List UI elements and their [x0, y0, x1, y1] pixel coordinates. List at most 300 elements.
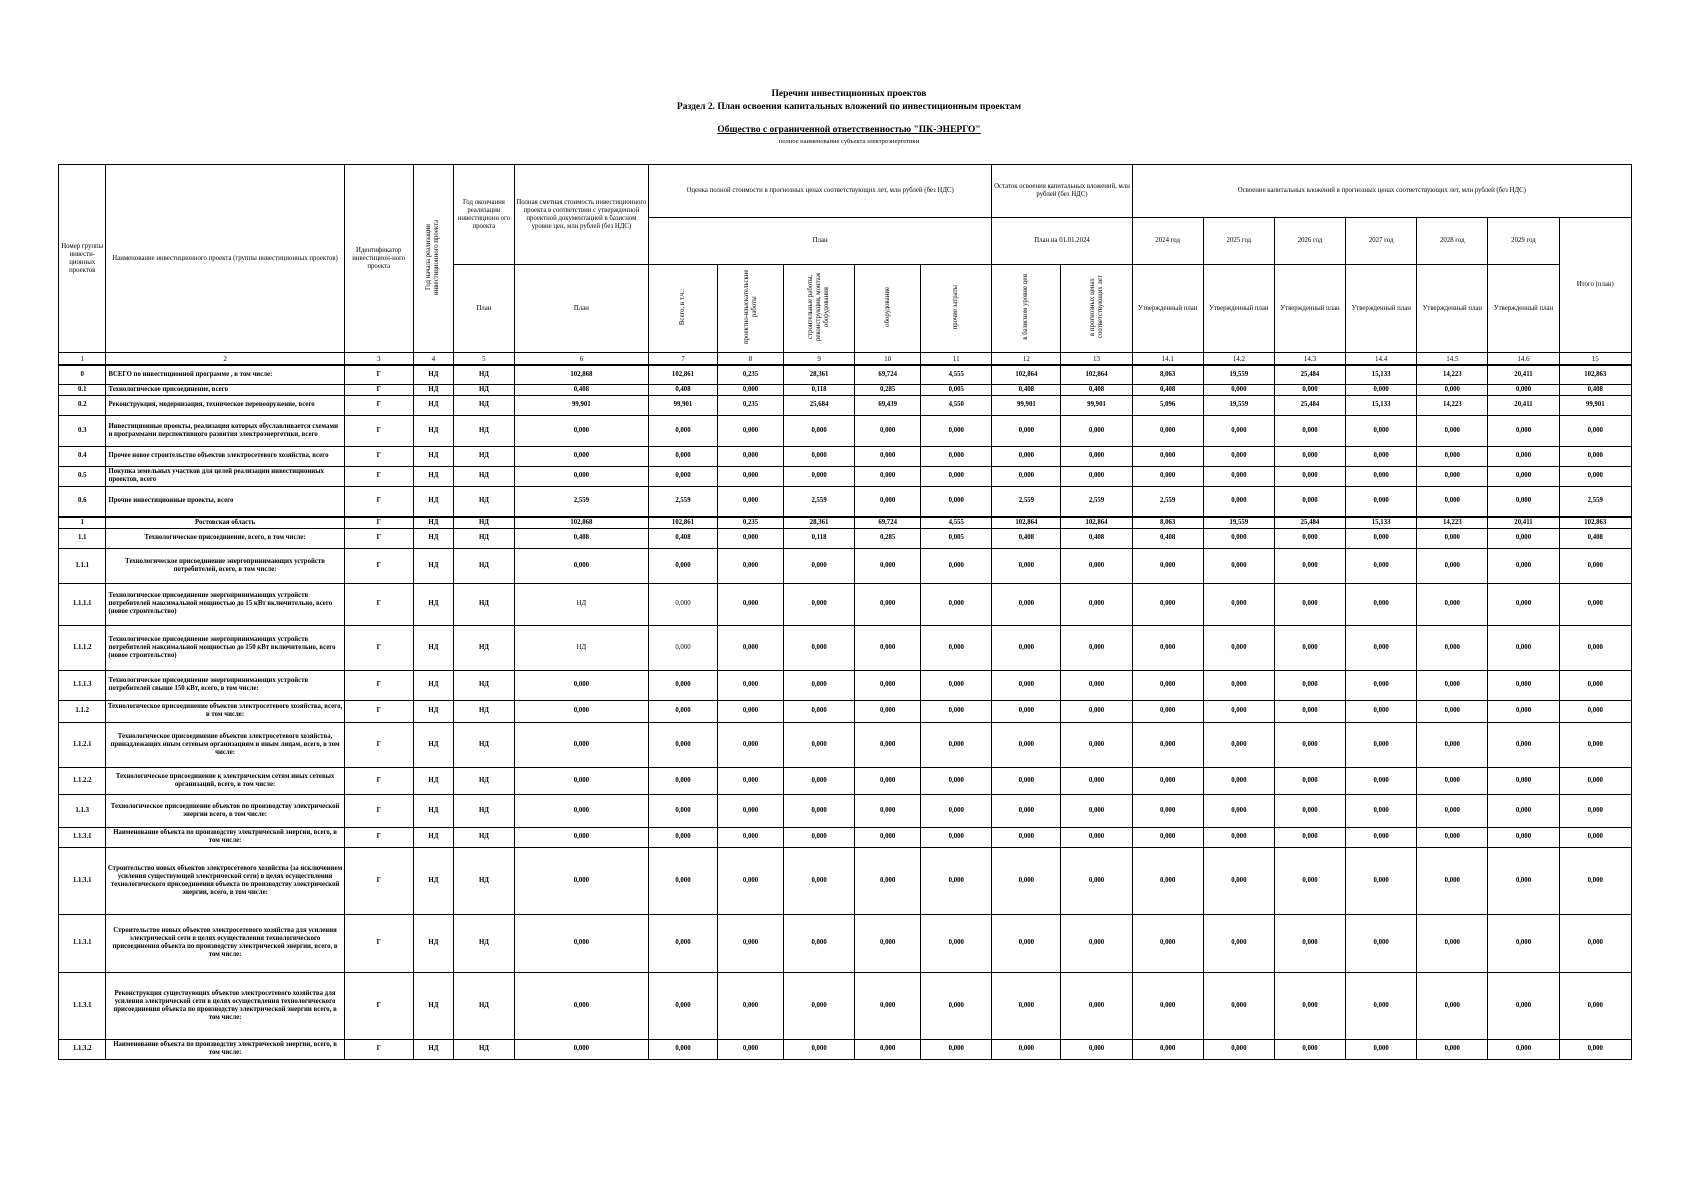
table-row	[59, 670, 1632, 700]
row-total: 0,000	[648, 446, 717, 466]
row-pir: 0,235	[718, 395, 784, 415]
row-2024: 0,000	[1132, 847, 1203, 914]
row-remaining-forecast: 2,559	[1061, 486, 1132, 517]
row-id: Г	[344, 365, 413, 384]
row-name: Технологическое присоединение, всего, в том числе:	[106, 528, 344, 548]
row-start-year: НД	[413, 914, 453, 972]
row-2024: 0,000	[1132, 972, 1203, 1039]
row-2027: 0,000	[1346, 914, 1417, 972]
row-number: 1.1.3.1	[59, 827, 106, 847]
row-start-year: НД	[413, 767, 453, 794]
row-start-year: НД	[413, 1039, 453, 1059]
row-2026: 0,000	[1274, 847, 1345, 914]
row-2028: 14,223	[1417, 517, 1488, 528]
row-2025: 0,000	[1203, 722, 1274, 767]
row-total-plan: 0,408	[1559, 384, 1631, 395]
row-other: 0,000	[921, 700, 992, 722]
row-name: Технологическое присоединение объектов электросетевого хозяйства, всего, в том числе:	[106, 700, 344, 722]
table-row	[59, 767, 1632, 794]
row-number: 1.1.3.1	[59, 847, 106, 914]
row-2024: 8,063	[1132, 517, 1203, 528]
row-name: Покупка земельных участков для целей реализации инвестиционных проектов, всего	[106, 466, 344, 486]
col-header-year-2026: 2026 год	[1274, 218, 1345, 265]
row-number: 1.1.3.1	[59, 914, 106, 972]
row-2024: 0,000	[1132, 625, 1203, 670]
row-pir: 0,000	[718, 700, 784, 722]
col-header-project-name: Наименование инвестиционного проекта (группы инвестиционных проектов)	[106, 165, 344, 353]
row-pir: 0,000	[718, 466, 784, 486]
row-remaining-forecast: 99,901	[1061, 395, 1132, 415]
row-total: 0,000	[648, 548, 717, 583]
col-header-approved-2025: Утвержденный план	[1203, 265, 1274, 353]
row-2027: 15,133	[1346, 517, 1417, 528]
row-2027: 0,000	[1346, 466, 1417, 486]
row-equipment: 0,285	[855, 528, 921, 548]
row-id: Г	[344, 466, 413, 486]
row-equipment: 0,000	[855, 548, 921, 583]
row-2027: 0,000	[1346, 767, 1417, 794]
row-2027: 0,000	[1346, 583, 1417, 625]
row-id: Г	[344, 528, 413, 548]
row-2027: 15,133	[1346, 365, 1417, 384]
row-2028: 0,000	[1417, 670, 1488, 700]
row-full-cost: 0,000	[514, 847, 648, 914]
row-name: Технологическое присоединение энергопринимающих устройств потребителей максимальной мощностью до 15 кВт включительно, всего (новое строительство)	[106, 583, 344, 625]
row-remaining-base: 0,000	[992, 548, 1061, 583]
table-row	[59, 914, 1632, 972]
table-row	[59, 486, 1632, 517]
row-2029: 0,000	[1488, 466, 1559, 486]
row-name: Строительство новых объектов электросетевого хозяйства (за исключением усиления существующей электрической сети) в целях осуществления технологического присоединения объекта по производству электрической энергии, всего, в том числе:	[106, 847, 344, 914]
row-number: 1.1.1.1	[59, 583, 106, 625]
row-2029: 0,000	[1488, 670, 1559, 700]
row-other: 0,000	[921, 670, 992, 700]
row-total: 0,000	[648, 767, 717, 794]
col-header-start-year: Год начала реализации инвестиционного проекта	[413, 165, 453, 353]
row-end-year: НД	[454, 700, 515, 722]
row-2029: 20,411	[1488, 365, 1559, 384]
row-2027: 0,000	[1346, 972, 1417, 1039]
row-equipment: 0,285	[855, 384, 921, 395]
row-2025: 0,000	[1203, 847, 1274, 914]
row-2025: 0,000	[1203, 700, 1274, 722]
row-2024: 0,000	[1132, 827, 1203, 847]
row-start-year: НД	[413, 517, 453, 528]
row-pir: 0,000	[718, 972, 784, 1039]
col-header-year-2025: 2025 год	[1203, 218, 1274, 265]
row-total: 0,000	[648, 466, 717, 486]
row-2026: 0,000	[1274, 670, 1345, 700]
col-header-approved-2029: Утвержденный план	[1488, 265, 1559, 353]
row-end-year: НД	[454, 827, 515, 847]
row-remaining-forecast: 0,000	[1061, 972, 1132, 1039]
row-remaining-forecast: 0,408	[1061, 384, 1132, 395]
row-2026: 0,000	[1274, 827, 1345, 847]
row-end-year: НД	[454, 486, 515, 517]
row-remaining-base: 0,000	[992, 914, 1061, 972]
row-2025: 19,559	[1203, 395, 1274, 415]
row-equipment: 0,000	[855, 583, 921, 625]
row-total-plan: 0,000	[1559, 700, 1631, 722]
row-2028: 14,223	[1417, 395, 1488, 415]
row-name: Технологическое присоединение энергопринимающих устройств потребителей максимальной мощностью до 150 кВт включительно, всего (новое строительство)	[106, 625, 344, 670]
row-total-plan: 0,000	[1559, 625, 1631, 670]
row-2029: 0,000	[1488, 486, 1559, 517]
row-total-plan: 0,000	[1559, 548, 1631, 583]
row-end-year: НД	[454, 914, 515, 972]
row-2027: 0,000	[1346, 548, 1417, 583]
row-2024: 5,096	[1132, 395, 1203, 415]
row-2026: 0,000	[1274, 1039, 1345, 1059]
row-id: Г	[344, 395, 413, 415]
row-remaining-forecast: 0,000	[1061, 415, 1132, 446]
row-start-year: НД	[413, 446, 453, 466]
row-remaining-forecast: 0,000	[1061, 670, 1132, 700]
row-remaining-base: 0,000	[992, 583, 1061, 625]
row-number: 0.4	[59, 446, 106, 466]
row-id: Г	[344, 625, 413, 670]
row-name: Наименование объекта по производству электрической энергии, всего, в том числе:	[106, 1039, 344, 1059]
row-remaining-base: 0,408	[992, 384, 1061, 395]
row-end-year: НД	[454, 722, 515, 767]
row-full-cost: 0,000	[514, 548, 648, 583]
row-total-plan: 102,863	[1559, 365, 1631, 384]
document-title: Перечни инвестиционных проектов	[771, 89, 927, 99]
row-smr: 0,000	[784, 847, 855, 914]
row-2028: 0,000	[1417, 528, 1488, 548]
row-2028: 0,000	[1417, 548, 1488, 583]
col-header-other: прочие затраты	[921, 265, 992, 353]
row-remaining-forecast: 0,000	[1061, 466, 1132, 486]
row-id: Г	[344, 583, 413, 625]
row-pir: 0,000	[718, 722, 784, 767]
row-total-plan: 0,000	[1559, 670, 1631, 700]
row-total-plan: 0,000	[1559, 466, 1631, 486]
row-other: 4,550	[921, 395, 992, 415]
row-smr: 0,000	[784, 670, 855, 700]
row-number: 0.2	[59, 395, 106, 415]
row-equipment: 0,000	[855, 415, 921, 446]
row-smr: 0,118	[784, 528, 855, 548]
row-2027: 0,000	[1346, 794, 1417, 827]
row-2025: 0,000	[1203, 670, 1274, 700]
col-header-base-prices: в базисном уровне цен	[992, 265, 1061, 353]
row-pir: 0,000	[718, 528, 784, 548]
row-2024: 0,000	[1132, 466, 1203, 486]
row-2029: 0,000	[1488, 415, 1559, 446]
table-row	[59, 794, 1632, 827]
row-end-year: НД	[454, 583, 515, 625]
row-end-year: НД	[454, 1039, 515, 1059]
row-2027: 0,000	[1346, 700, 1417, 722]
row-smr: 0,000	[784, 1039, 855, 1059]
row-total: 0,000	[648, 700, 717, 722]
row-start-year: НД	[413, 722, 453, 767]
row-2024: 0,000	[1132, 794, 1203, 827]
row-equipment: 0,000	[855, 722, 921, 767]
row-full-cost: 0,000	[514, 466, 648, 486]
row-number: 0.5	[59, 466, 106, 486]
row-full-cost: 0,000	[514, 972, 648, 1039]
row-name: Технологическое присоединение, всего	[106, 384, 344, 395]
row-pir: 0,000	[718, 486, 784, 517]
col-header-approved-2024: Утвержденный план	[1132, 265, 1203, 353]
row-2026: 0,000	[1274, 625, 1345, 670]
col-header-full-cost: Полная сметная стоимость инвестиционного проекта в соответствии с утвержденной проектной документацией в базисном уровне цен, млн рублей (без НДС)	[514, 165, 648, 265]
row-remaining-forecast: 0,000	[1061, 625, 1132, 670]
row-start-year: НД	[413, 794, 453, 827]
row-smr: 0,000	[784, 794, 855, 827]
row-2029: 0,000	[1488, 528, 1559, 548]
row-start-year: НД	[413, 548, 453, 583]
row-2026: 0,000	[1274, 700, 1345, 722]
row-2025: 0,000	[1203, 625, 1274, 670]
row-2027: 0,000	[1346, 384, 1417, 395]
row-full-cost: 0,000	[514, 767, 648, 794]
row-end-year: НД	[454, 625, 515, 670]
row-2026: 0,000	[1274, 914, 1345, 972]
row-full-cost: 0,000	[514, 415, 648, 446]
row-number: 1.1.2.1	[59, 722, 106, 767]
row-pir: 0,000	[718, 670, 784, 700]
row-id: Г	[344, 670, 413, 700]
row-end-year: НД	[454, 517, 515, 528]
row-total-plan: 0,000	[1559, 722, 1631, 767]
row-remaining-base: 102,864	[992, 517, 1061, 528]
row-pir: 0,000	[718, 384, 784, 395]
row-2026: 0,000	[1274, 767, 1345, 794]
row-number: 1	[59, 517, 106, 528]
row-2026: 0,000	[1274, 583, 1345, 625]
col-header-full-plan: План	[514, 265, 648, 353]
row-smr: 0,000	[784, 583, 855, 625]
row-equipment: 0,000	[855, 827, 921, 847]
row-pir: 0,000	[718, 446, 784, 466]
row-end-year: НД	[454, 670, 515, 700]
row-id: Г	[344, 914, 413, 972]
table-row	[59, 466, 1632, 486]
row-2029: 20,411	[1488, 517, 1559, 528]
row-2028: 0,000	[1417, 1039, 1488, 1059]
row-total: 0,408	[648, 384, 717, 395]
table-row	[59, 722, 1632, 767]
row-2027: 0,000	[1346, 722, 1417, 767]
row-equipment: 69,724	[855, 365, 921, 384]
row-2025: 0,000	[1203, 446, 1274, 466]
row-number: 1.1.2	[59, 700, 106, 722]
row-total: 2,559	[648, 486, 717, 517]
row-equipment: 0,000	[855, 466, 921, 486]
row-2029: 0,000	[1488, 384, 1559, 395]
row-2029: 0,000	[1488, 446, 1559, 466]
row-end-year: НД	[454, 847, 515, 914]
row-remaining-forecast: 102,864	[1061, 517, 1132, 528]
row-id: Г	[344, 972, 413, 1039]
col-header-remaining: Остаток освоения капитальных вложений, млн рублей (без НДС)	[992, 165, 1132, 218]
row-pir: 0,000	[718, 847, 784, 914]
row-total: 0,000	[648, 415, 717, 446]
row-end-year: НД	[454, 384, 515, 395]
row-end-year: НД	[454, 548, 515, 583]
row-start-year: НД	[413, 395, 453, 415]
row-2029: 0,000	[1488, 827, 1559, 847]
row-2024: 0,000	[1132, 446, 1203, 466]
row-start-year: НД	[413, 466, 453, 486]
row-smr: 0,000	[784, 446, 855, 466]
row-smr: 0,000	[784, 722, 855, 767]
row-total: 0,000	[648, 583, 717, 625]
row-id: Г	[344, 700, 413, 722]
row-2028: 0,000	[1417, 847, 1488, 914]
row-2027: 0,000	[1346, 827, 1417, 847]
row-name: Строительство новых объектов электросетевого хозяйства для усиления электрической сети в целях осуществления технологического присоединения объекта по производству электрической энергии, всего, в том числе:	[106, 914, 344, 972]
row-pir: 0,235	[718, 517, 784, 528]
col-header-total-plan: Итого (план)	[1559, 218, 1631, 353]
row-name: Прочее новое строительство объектов электросетевого хозяйства, всего	[106, 446, 344, 466]
row-end-year: НД	[454, 395, 515, 415]
row-end-year: НД	[454, 794, 515, 827]
row-total: 102,861	[648, 517, 717, 528]
row-remaining-base: 102,864	[992, 365, 1061, 384]
row-number: 1.1.1	[59, 548, 106, 583]
row-pir: 0,000	[718, 767, 784, 794]
document-header	[0, 88, 1698, 146]
row-pir: 0,000	[718, 625, 784, 670]
row-2028: 0,000	[1417, 466, 1488, 486]
row-remaining-forecast: 0,000	[1061, 583, 1132, 625]
row-end-year: НД	[454, 446, 515, 466]
row-2028: 0,000	[1417, 767, 1488, 794]
row-pir: 0,000	[718, 827, 784, 847]
row-2025: 0,000	[1203, 1039, 1274, 1059]
row-2027: 15,133	[1346, 395, 1417, 415]
row-remaining-forecast: 0,000	[1061, 1039, 1132, 1059]
row-pir: 0,000	[718, 583, 784, 625]
row-number: 1.1.2.2	[59, 767, 106, 794]
row-2029: 0,000	[1488, 583, 1559, 625]
row-other: 4,555	[921, 517, 992, 528]
row-start-year: НД	[413, 847, 453, 914]
row-total-plan: 99,901	[1559, 395, 1631, 415]
row-smr: 25,684	[784, 395, 855, 415]
row-remaining-base: 0,000	[992, 466, 1061, 486]
row-number: 0	[59, 365, 106, 384]
row-start-year: НД	[413, 365, 453, 384]
row-total-plan: 0,000	[1559, 847, 1631, 914]
row-2025: 0,000	[1203, 794, 1274, 827]
row-remaining-base: 0,000	[992, 827, 1061, 847]
row-smr: 0,000	[784, 767, 855, 794]
row-other: 0,000	[921, 548, 992, 583]
row-2025: 0,000	[1203, 486, 1274, 517]
row-full-cost: 0,000	[514, 722, 648, 767]
column-number-row: 1 2 3 4 5 6 7 8 9 10 11 12 13 14.1 14.2 14.3 14.4 14.5 14.6 15	[59, 353, 1632, 366]
col-header-plan-date: План на 01.01.2024	[992, 218, 1132, 265]
row-total-plan: 2,559	[1559, 486, 1631, 517]
row-2024: 0,000	[1132, 914, 1203, 972]
table-row	[59, 847, 1632, 914]
col-header-year-2024: 2024 год	[1132, 218, 1203, 265]
row-remaining-forecast: 0,000	[1061, 847, 1132, 914]
col-header-group-number: Номер группы инвести-ционных проектов	[59, 165, 106, 353]
col-header-project-id: Идентификатор инвестицион-ного проекта	[344, 165, 413, 353]
row-other: 0,000	[921, 466, 992, 486]
row-2026: 0,000	[1274, 548, 1345, 583]
row-2026: 0,000	[1274, 415, 1345, 446]
row-remaining-forecast: 0,000	[1061, 914, 1132, 972]
table-row	[59, 395, 1632, 415]
row-other: 0,000	[921, 847, 992, 914]
row-name: Ростовская область	[106, 517, 344, 528]
row-2028: 0,000	[1417, 914, 1488, 972]
row-remaining-forecast: 0,000	[1061, 767, 1132, 794]
row-2027: 0,000	[1346, 528, 1417, 548]
row-remaining-base: 0,000	[992, 625, 1061, 670]
row-2026: 25,484	[1274, 395, 1345, 415]
row-start-year: НД	[413, 625, 453, 670]
row-equipment: 0,000	[855, 767, 921, 794]
col-header-end-plan: План	[454, 265, 515, 353]
row-2027: 0,000	[1346, 670, 1417, 700]
row-2026: 0,000	[1274, 722, 1345, 767]
col-header-pir: проектно-изыскательские работы	[718, 265, 784, 353]
row-total-plan: 0,408	[1559, 528, 1631, 548]
col-header-approved-2027: Утвержденный план	[1346, 265, 1417, 353]
row-name: Технологическое присоединение объектов электросетевого хозяйства, принадлежащих иным сетевым организациям и иным лицам, всего, в том числе:	[106, 722, 344, 767]
row-2028: 0,000	[1417, 415, 1488, 446]
row-smr: 28,361	[784, 517, 855, 528]
row-equipment: 0,000	[855, 1039, 921, 1059]
row-other: 0,000	[921, 625, 992, 670]
row-total-plan: 0,000	[1559, 415, 1631, 446]
row-full-cost: 2,559	[514, 486, 648, 517]
row-2029: 0,000	[1488, 767, 1559, 794]
row-full-cost: 0,408	[514, 384, 648, 395]
row-2025: 0,000	[1203, 827, 1274, 847]
row-remaining-forecast: 0,408	[1061, 528, 1132, 548]
row-number: 1.1.1.3	[59, 670, 106, 700]
row-other: 0,005	[921, 384, 992, 395]
row-2025: 0,000	[1203, 528, 1274, 548]
row-equipment: 69,724	[855, 517, 921, 528]
row-2028: 0,000	[1417, 583, 1488, 625]
row-2029: 0,000	[1488, 847, 1559, 914]
row-2028: 0,000	[1417, 722, 1488, 767]
row-id: Г	[344, 722, 413, 767]
row-2024: 0,000	[1132, 415, 1203, 446]
row-2028: 0,000	[1417, 625, 1488, 670]
row-2027: 0,000	[1346, 1039, 1417, 1059]
row-name: Реконструкция существующих объектов электросетевого хозяйства для усиления электрической сети в целях осуществления технологического присоединения объекта по производству электрической энергии всего, в том числе:	[106, 972, 344, 1039]
row-number: 1.1	[59, 528, 106, 548]
row-equipment: 0,000	[855, 670, 921, 700]
row-number: 1.1.3.2	[59, 1039, 106, 1059]
row-id: Г	[344, 548, 413, 583]
row-id: Г	[344, 767, 413, 794]
row-2024: 0,000	[1132, 1039, 1203, 1059]
row-2025: 0,000	[1203, 466, 1274, 486]
row-2027: 0,000	[1346, 415, 1417, 446]
row-number: 0.3	[59, 415, 106, 446]
row-2029: 0,000	[1488, 1039, 1559, 1059]
col-header-year-2027: 2027 год	[1346, 218, 1417, 265]
row-remaining-base: 0,408	[992, 528, 1061, 548]
table-row	[59, 625, 1632, 670]
row-2028: 0,000	[1417, 486, 1488, 517]
row-smr: 0,000	[784, 700, 855, 722]
row-full-cost: 0,408	[514, 528, 648, 548]
row-2024: 0,408	[1132, 528, 1203, 548]
